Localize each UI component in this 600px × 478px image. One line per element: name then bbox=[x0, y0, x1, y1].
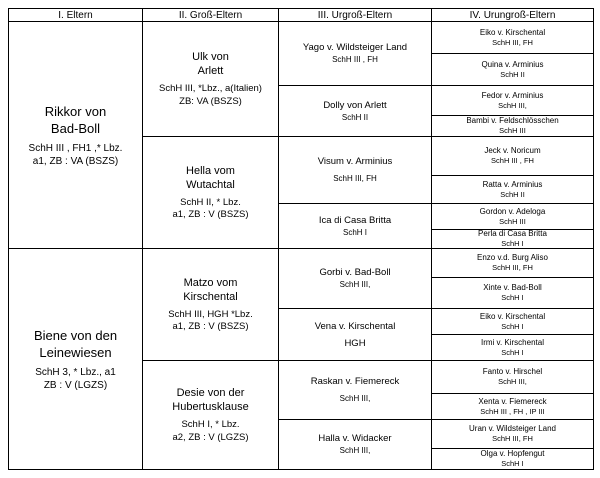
ggg-name: Xenta v. Fiemereck bbox=[478, 396, 547, 406]
great-great-grandparent-6 bbox=[432, 176, 593, 203]
great-great-grandparent-8 bbox=[432, 230, 593, 248]
ggg-name: Fedor v. Arminius bbox=[481, 90, 544, 100]
ggg-info: SchH III bbox=[499, 216, 526, 226]
ggg-info: SchH II bbox=[500, 189, 525, 199]
great-great-grandparent-1 bbox=[432, 22, 593, 53]
great-grandparent-5 bbox=[279, 249, 431, 308]
great-great-grandparent-15 bbox=[432, 420, 593, 448]
great-grandparent-name: Gorbi v. Bad-Boll bbox=[319, 267, 391, 278]
ggg-info: SchH I bbox=[501, 347, 524, 357]
ggg-info: SchH III , FH bbox=[491, 156, 534, 166]
ggg-name: Uran v. Wildsteiger Land bbox=[469, 424, 556, 434]
ggg-name: Fanto v. Hirschel bbox=[482, 367, 543, 377]
ggg-name: Eiko v. Kirschental bbox=[479, 311, 546, 321]
great-great-grandparent-16 bbox=[432, 449, 593, 469]
great-great-grandparent-3 bbox=[432, 86, 593, 115]
great-great-grandparent-10 bbox=[432, 278, 593, 308]
parent-dam bbox=[9, 249, 142, 469]
sire-name-line2: Bad-Boll bbox=[50, 120, 101, 136]
great-grandparent-name: Vena v. Kirschental bbox=[314, 320, 396, 332]
ggg-info: SchH I bbox=[501, 321, 524, 331]
grandparent-name-line2: Arlett bbox=[197, 65, 224, 77]
great-great-grandparent-9 bbox=[432, 249, 593, 277]
grandparent-name-line2: Kirschental bbox=[183, 290, 238, 303]
grandparent-name-line2: Wutachtal bbox=[186, 178, 235, 191]
grandparent-1 bbox=[143, 22, 278, 136]
great-grandparent-info: SchH III, FH bbox=[333, 174, 377, 183]
dam-info-line1: SchH 3, * Lbz., a1 bbox=[35, 366, 116, 378]
ggg-name: Ratta v. Arminius bbox=[482, 179, 543, 189]
grandparent-info-line2: ZB: VA (BSZS) bbox=[179, 95, 242, 107]
grandparent-2 bbox=[143, 137, 278, 248]
ggg-info: SchH I bbox=[501, 293, 524, 303]
sire-info-line1: SchH III , FH1 ,* Lbz. bbox=[28, 142, 123, 154]
great-grandparent-info: SchH I bbox=[342, 227, 367, 237]
sire-info-line2: a1, ZB : VA (BSZS) bbox=[32, 155, 119, 167]
ggg-info: SchH III, FH bbox=[492, 434, 533, 444]
great-grandparent-name: Halla v. Widacker bbox=[318, 433, 392, 444]
great-grandparent-info: SchH II bbox=[341, 112, 369, 122]
grandparent-name-line1: Matzo vom bbox=[183, 276, 238, 289]
great-grandparent-info: SchH III, bbox=[339, 394, 371, 403]
great-grandparent-name: Raskan v. Fiemereck bbox=[310, 376, 400, 387]
great-great-grandparent-11 bbox=[432, 309, 593, 334]
ggg-info: SchH III, FH bbox=[492, 263, 533, 273]
great-grandparent-name: Dolly von Arlett bbox=[323, 99, 387, 111]
grandparent-name-line2: Hubertusklause bbox=[172, 401, 249, 413]
ggg-name: Jeck v. Noricum bbox=[484, 146, 541, 156]
great-grandparent-info: SchH III, bbox=[339, 280, 371, 289]
great-great-grandparent-14 bbox=[432, 394, 593, 419]
great-grandparent-6 bbox=[279, 309, 431, 360]
great-grandparent-3 bbox=[279, 137, 431, 203]
ggg-info: SchH I bbox=[501, 239, 524, 249]
great-great-grandparent-2 bbox=[432, 54, 593, 85]
parent-sire bbox=[9, 22, 142, 248]
ggg-info: SchH III, FH bbox=[492, 37, 533, 47]
great-grandparent-info: SchH III , FH bbox=[332, 55, 378, 64]
ggg-name: Quina v. Arminius bbox=[481, 59, 544, 69]
great-great-grandparent-7 bbox=[432, 204, 593, 229]
great-grandparent-info: SchH III, bbox=[339, 446, 371, 455]
ggg-name: Enzo v.d. Burg Aliso bbox=[477, 253, 548, 263]
great-grandparent-name: Visum v. Arminius bbox=[317, 156, 393, 167]
grandparent-info-line1: SchH III, *Lbz., a(Italien) bbox=[159, 83, 262, 94]
great-great-grandparent-5 bbox=[432, 137, 593, 175]
grandparent-info-line2: a1, ZB : V (BSZS) bbox=[172, 321, 249, 332]
ggg-info: SchH III , FH , IP III bbox=[480, 406, 545, 416]
ggg-name: Irmi v. Kirschental bbox=[481, 337, 544, 347]
ggg-name: Eiko v. Kirschental bbox=[479, 27, 546, 37]
header-great-grandparents: III. Urgroß-Eltern bbox=[317, 9, 393, 21]
great-great-grandparent-13 bbox=[432, 361, 593, 393]
grandparent-4 bbox=[143, 361, 278, 469]
border-bottom bbox=[8, 469, 594, 470]
sire-name-line1: Rikkor von bbox=[44, 103, 107, 119]
grandparent-3 bbox=[143, 249, 278, 360]
great-grandparent-7 bbox=[279, 361, 431, 419]
ggg-info: SchH II bbox=[500, 69, 525, 79]
ggg-name: Bambi v. Feldschlösschen bbox=[466, 116, 559, 126]
great-grandparent-8 bbox=[279, 420, 431, 469]
ggg-info: SchH III, bbox=[498, 377, 527, 387]
great-great-grandparent-4 bbox=[432, 116, 593, 136]
grandparent-name-line1: Desie von der bbox=[176, 387, 245, 399]
great-grandparent-info: HGH bbox=[344, 337, 366, 349]
grandparent-info-line1: SchH III, HGH *Lbz. bbox=[168, 308, 253, 320]
dam-name-line1: Biene von den bbox=[33, 327, 118, 343]
ggg-name: Olga v. Hopfengut bbox=[480, 449, 545, 459]
ggg-info: SchH III, bbox=[498, 100, 527, 110]
grandparent-name-line1: Ulk von bbox=[192, 51, 229, 63]
grandparent-info-line1: SchH I, * Lbz. bbox=[181, 419, 240, 430]
grandparent-info-line2: a2, ZB : V (LGZS) bbox=[172, 431, 249, 443]
great-great-grandparent-12 bbox=[432, 335, 593, 360]
header-grandparents: II. Groß-Eltern bbox=[178, 9, 243, 21]
ggg-name: Perla di Casa Britta bbox=[478, 229, 547, 239]
great-grandparent-2 bbox=[279, 86, 431, 136]
great-grandparent-name: Yago v. Wildsteiger Land bbox=[302, 42, 408, 53]
dam-info-line2: ZB : V (LGZS) bbox=[43, 379, 108, 391]
great-grandparent-name: Ica di Casa Britta bbox=[318, 214, 392, 226]
ggg-info: SchH III bbox=[499, 126, 526, 136]
great-grandparent-1 bbox=[279, 22, 431, 85]
header-great-great-grandparents: IV. Urungroß-Eltern bbox=[469, 9, 556, 21]
ggg-name: Xinte v. Bad-Boll bbox=[483, 283, 542, 293]
great-grandparent-4 bbox=[279, 204, 431, 248]
grandparent-info-line2: a1, ZB : V (BSZS) bbox=[172, 209, 249, 220]
grandparent-info-line1: SchH II, * Lbz. bbox=[180, 196, 241, 208]
border-right bbox=[593, 8, 594, 470]
ggg-info: SchH I bbox=[501, 459, 524, 469]
ggg-name: Gordon v. Adeloga bbox=[479, 206, 546, 216]
grandparent-name-line1: Hella vom bbox=[186, 164, 235, 177]
dam-name-line2: Leinewiesen bbox=[39, 344, 112, 360]
header-parents: I. Eltern bbox=[58, 9, 93, 21]
pedigree-table bbox=[8, 8, 594, 470]
